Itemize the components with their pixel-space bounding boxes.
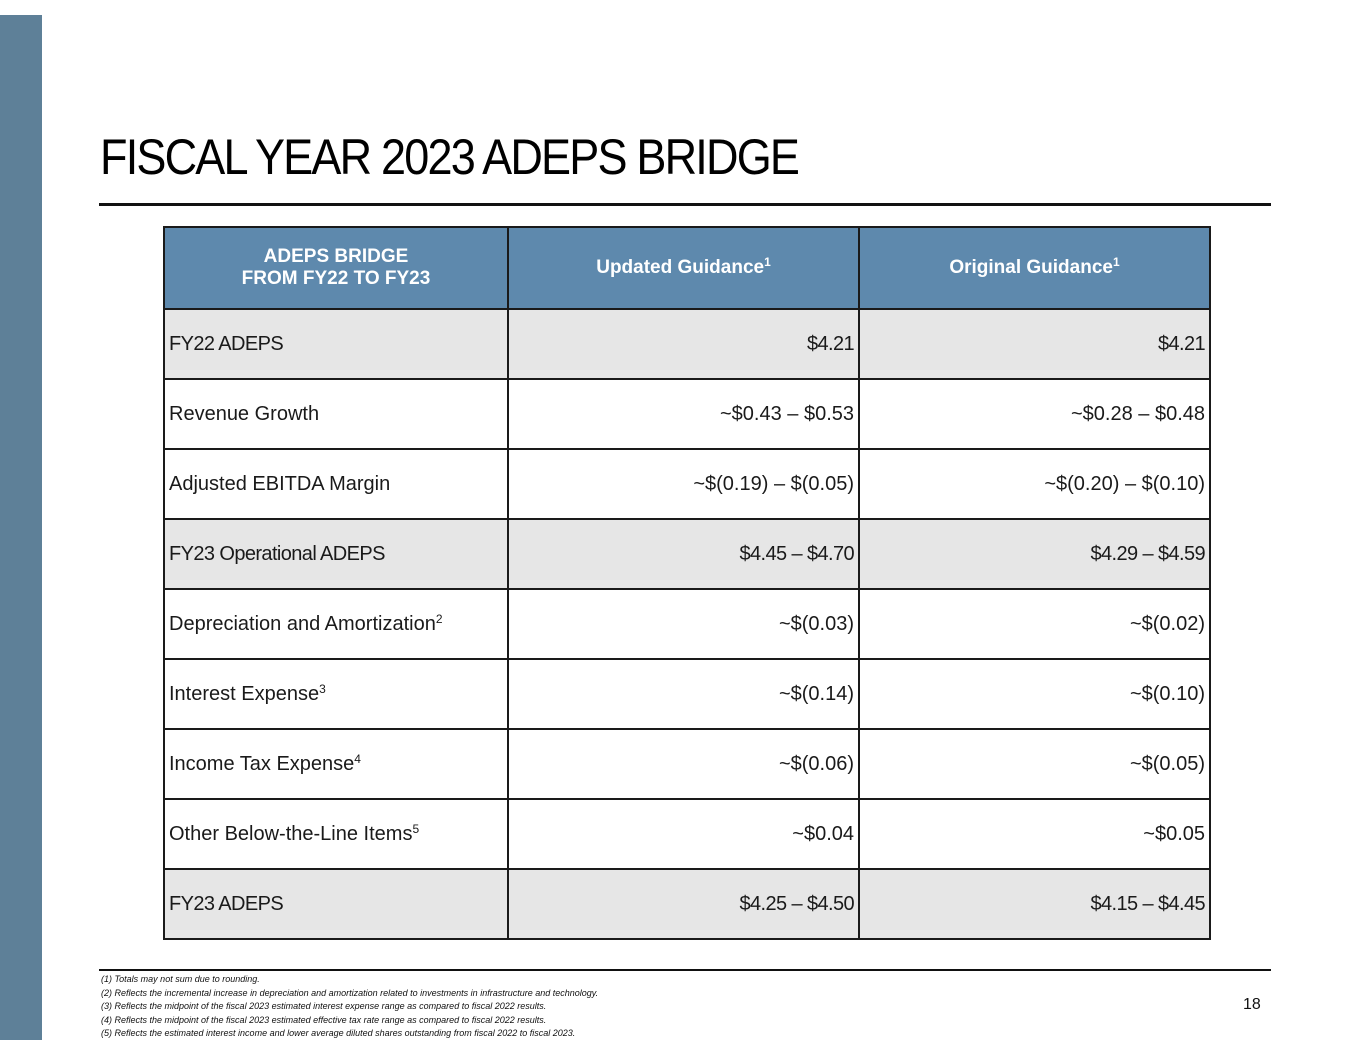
updated-value: ~$0.04 [508, 799, 859, 869]
header-bridge-line1: ADEPS BRIDGE [263, 246, 409, 267]
row-label-text: Income Tax Expense [169, 752, 355, 775]
row-label [164, 309, 508, 379]
table-row [164, 799, 1210, 869]
table-row [164, 589, 1210, 659]
table-row [164, 729, 1210, 799]
adeps-bridge-table [163, 226, 1211, 940]
row-label [164, 799, 508, 869]
footnote-4: (4) Reflects the midpoint of the fiscal 2023 estimated effective tax rate range as compared to fiscal 2022 results. [101, 1014, 547, 1025]
row-label [164, 379, 508, 449]
footnote-divider [99, 969, 1271, 971]
row-label-text: Interest Expense [169, 682, 320, 705]
side-accent-bar [0, 15, 42, 1040]
footnote-ref: 1 [1112, 255, 1120, 269]
footnote-ref: 1 [764, 255, 771, 269]
row-label-text: Revenue Growth [169, 402, 320, 425]
updated-value: $4.25 – $4.50 [508, 869, 859, 939]
header-original-text: Original Guidance [949, 257, 1113, 278]
footnote-3: (3) Reflects the midpoint of the fiscal 2023 estimated interest expense range as compared to fiscal 2022 results. [101, 1001, 547, 1012]
row-label [164, 589, 508, 659]
table-row [164, 869, 1210, 939]
header-bridge-line2: FROM FY22 TO FY23 [241, 268, 431, 289]
table-row [164, 659, 1210, 729]
footnote-ref: 5 [412, 821, 420, 836]
footnote-5: (5) Reflects the estimated interest income and lower average diluted shares outstanding from fiscal 2022 to fiscal 2023. [101, 1028, 576, 1039]
row-label-text: Other Below-the-Line Items [169, 822, 413, 845]
page-title: FISCAL YEAR 2023 ADEPS BRIDGE [100, 129, 799, 185]
table-header-row [164, 227, 1210, 309]
original-value: $4.29 – $4.59 [859, 519, 1210, 589]
page-number: 18 [1243, 996, 1261, 1013]
row-label-text: FY23 Operational ADEPS [169, 542, 385, 565]
row-label-text: FY23 ADEPS [169, 892, 284, 915]
footnote-ref: 3 [319, 681, 326, 696]
table-row [164, 519, 1210, 589]
original-value: ~$(0.20) – $(0.10) [859, 449, 1210, 519]
original-value: ~$(0.02) [859, 589, 1210, 659]
title-divider [99, 203, 1271, 206]
table-body [164, 309, 1210, 939]
header-bridge [164, 227, 508, 309]
table-row [164, 309, 1210, 379]
footnotes [101, 973, 598, 1041]
row-label [164, 729, 508, 799]
row-label-text: Adjusted EBITDA Margin [169, 472, 391, 495]
updated-value: ~$(0.03) [508, 589, 859, 659]
footnote-ref: 2 [435, 611, 443, 626]
updated-value: ~$(0.14) [508, 659, 859, 729]
header-updated-guidance [508, 227, 859, 309]
row-label [164, 519, 508, 589]
original-value: $4.15 – $4.45 [859, 869, 1210, 939]
row-label-text: Depreciation and Amortization [169, 612, 436, 635]
table-row [164, 449, 1210, 519]
footnote-ref: 4 [354, 751, 361, 766]
footnote-1: (1) Totals may not sum due to rounding. [101, 974, 260, 984]
updated-value: $4.45 – $4.70 [508, 519, 859, 589]
row-label [164, 659, 508, 729]
original-value: ~$(0.10) [859, 659, 1210, 729]
updated-value: $4.21 [508, 309, 859, 379]
updated-value: ~$(0.19) – $(0.05) [508, 449, 859, 519]
header-updated-text: Updated Guidance [596, 257, 765, 278]
table-row [164, 379, 1210, 449]
original-value: ~$0.28 – $0.48 [859, 379, 1210, 449]
original-value: $4.21 [859, 309, 1210, 379]
row-label-text: FY22 ADEPS [169, 332, 284, 355]
footnote-2: (2) Reflects the incremental increase in depreciation and amortization related to investments in infrastructure and technology. [101, 987, 599, 998]
original-value: ~$(0.05) [859, 729, 1210, 799]
updated-value: ~$(0.06) [508, 729, 859, 799]
row-label [164, 449, 508, 519]
header-original-guidance [859, 227, 1210, 309]
original-value: ~$0.05 [859, 799, 1210, 869]
updated-value: ~$0.43 – $0.53 [508, 379, 859, 449]
row-label [164, 869, 508, 939]
